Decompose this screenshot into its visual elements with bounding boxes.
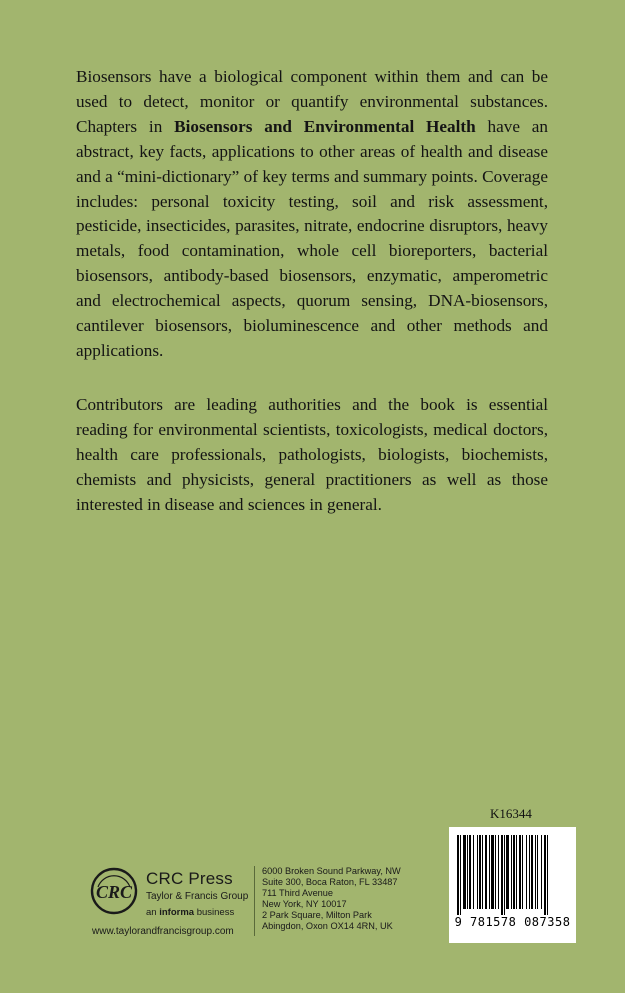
barcode-bar — [501, 835, 503, 915]
barcode-bar — [537, 835, 538, 909]
barcode-bar — [485, 835, 487, 909]
barcode-bar — [498, 835, 499, 909]
barcode-bar — [491, 835, 494, 909]
tagline-suffix: business — [194, 907, 235, 918]
description-paragraph-2: Contributors are leading authorities and the book is essential reading for environmental scientists, toxicologists, medical doctors, health care professionals, pathologists, biologists, biochemists, chemists and physicists, general practitioners as well as those interested in disease and sciences in general. — [76, 395, 548, 514]
barcode-bar — [504, 835, 505, 915]
barcode-bar — [516, 835, 517, 909]
crc-press-logo — [88, 862, 256, 922]
barcode-bar — [511, 835, 512, 909]
barcode-bar — [506, 835, 509, 909]
address-line: 711 Third Avenue — [262, 888, 334, 899]
publisher-tagline — [146, 907, 234, 918]
barcode-bar — [460, 835, 461, 915]
publisher-website: www.taylorandfrancisgroup.com — [92, 926, 234, 937]
logo-divider — [254, 866, 255, 936]
barcode-bar — [482, 835, 483, 909]
publisher-addresses — [262, 866, 401, 933]
tagline-prefix: an — [146, 907, 160, 918]
barcode-bar — [526, 835, 527, 909]
barcode-bar — [541, 835, 542, 909]
book-title: Biosensors and Environmental Health — [174, 116, 476, 136]
barcode-bar — [519, 835, 521, 909]
barcode-bar — [544, 835, 546, 915]
description-paragraph-1 — [76, 65, 548, 364]
barcode-bar — [477, 835, 478, 909]
barcode-bar — [522, 835, 523, 909]
barcode-bar — [463, 835, 466, 909]
description-coverage-text: have an abstract, key facts, applications to other areas of health and disease and a “mini-dictionary” of key terms and summary points. Coverage includes: personal toxicity testing, soil and risk assessment, pesticide, insecticides, parasites, nitrate, endocrine disruptors, heavy metals, food contamination, whole cell bioreporters, bacterial biosensors, antibody-based biosensors, enzymatic, amperometric and electrochemical aspects, quorum sensing, DNA-biosensors, cantilever biosensors, bioluminescence and other methods and applications. — [76, 116, 549, 360]
address-line: Abingdon, Oxon OX14 4RN, UK — [262, 921, 393, 932]
barcode-bar — [469, 835, 471, 909]
description-intro-text: Biosensors have a biological component within them and can be used to detect, monitor or quantify environmental substances. Chapters in — [76, 67, 548, 136]
barcode-bar — [513, 835, 515, 909]
barcode-bar — [467, 835, 468, 909]
barcode-bar — [529, 835, 530, 909]
barcode-bar — [457, 835, 459, 915]
publisher-group: Taylor & Francis Group — [146, 891, 249, 902]
address-line: Suite 300, Boca Raton, FL 33487 — [262, 877, 398, 888]
barcode-bar — [473, 835, 474, 909]
address-line: New York, NY 10017 — [262, 899, 347, 910]
barcode-bars — [457, 835, 568, 915]
barcode-bar — [495, 835, 496, 909]
crc-logo-letters: CRC — [95, 882, 133, 902]
publisher-name: CRC Press — [146, 869, 233, 888]
barcode-bar — [531, 835, 533, 909]
catalog-number: K16344 — [490, 806, 532, 821]
address-line: 2 Park Square, Milton Park — [262, 910, 372, 921]
barcode-bar — [489, 835, 490, 909]
barcode-bar — [535, 835, 536, 909]
tagline-brand: informa — [159, 907, 195, 918]
address-line: 6000 Broken Sound Parkway, NW — [262, 866, 401, 876]
crc-logo-icon — [90, 867, 138, 915]
isbn-barcode — [449, 827, 576, 943]
barcode-bar — [547, 835, 548, 915]
barcode-digits: 9 781578 087358 — [454, 915, 571, 929]
barcode-bar — [479, 835, 481, 909]
